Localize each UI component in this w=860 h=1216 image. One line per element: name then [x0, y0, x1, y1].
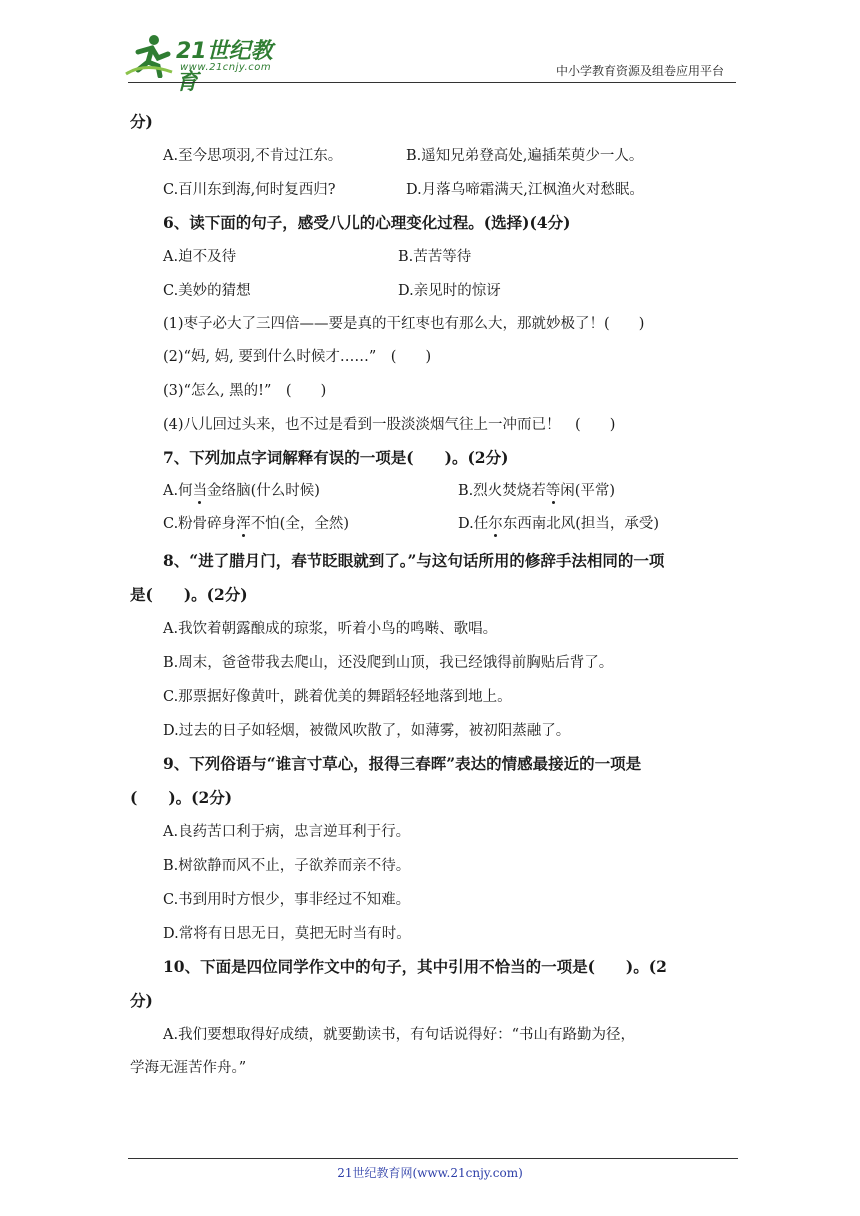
q7-option-d — [458, 514, 659, 534]
header-divider — [128, 82, 736, 83]
q6-option-b: B.苦苦等待 — [398, 249, 472, 265]
q5-stem-tail: 分) — [130, 112, 153, 131]
q5-option-d: D.月落乌啼霜满天,江枫渔火对愁眠。 — [406, 182, 644, 198]
q7-d-pre: D.任 — [458, 516, 489, 532]
q10-option-a-line2: 学海无涯苦作舟。” — [130, 1060, 247, 1076]
q8-option-a: A.我饮着朝露酿成的琼浆，听着小鸟的鸣啭、歌唱。 — [163, 621, 498, 637]
q7-a-pre: A.何 — [163, 483, 193, 499]
q9-option-a: A.良药苦口利于病，忠言逆耳利于行。 — [163, 824, 411, 840]
q7-b-dotted-char: 等 — [545, 483, 561, 499]
q8-stem-line1: 8、“进了腊月门，春节眨眼就到了。”与这句话所用的修辞手法相同的一项 — [163, 551, 665, 570]
q7-a-dotted-char: 当 — [192, 483, 208, 499]
q9-stem-line1: 9、下列俗语与“谁言寸草心，报得三春晖”表达的情感最接近的一项是 — [163, 754, 642, 773]
q7-stem: 7、下列加点字词解释有误的一项是( )。(2分) — [163, 448, 509, 467]
q7-b-post: 闲(平常) — [560, 483, 616, 499]
q6-sentence-3: (3)“怎么, 黑的!” ( ) — [163, 383, 327, 399]
q7-c-post: 不怕(全，全然) — [250, 516, 350, 532]
q5-option-a: A.至今思项羽,不肯过江东。 — [163, 148, 343, 164]
page-header — [0, 0, 860, 95]
q9-stem-line2: ( )。(2分) — [130, 788, 233, 807]
q7-option-b — [458, 481, 615, 501]
q6-sentence-4: (4)八儿回过头来，也不过是看到一股淡淡烟气往上一冲而已！ ( ) — [163, 417, 616, 433]
header-tagline: 中小学教育资源及组卷应用平台 — [555, 64, 724, 78]
footer-divider — [128, 1158, 738, 1159]
q10-stem-line1: 10、下面是四位同学作文中的句子，其中引用不恰当的一项是( )。(2 — [163, 957, 667, 976]
logo-url-text: www.21cnjy.com — [180, 62, 272, 73]
q8-option-b: B.周末，爸爸带我去爬山，还没爬到山顶，我已经饿得前胸贴后背了。 — [163, 655, 614, 671]
site-logo[interactable] — [124, 32, 294, 95]
q7-d-post: 东西南北风(担当，承受) — [502, 516, 660, 532]
q6-option-d: D.亲见时的惊讶 — [398, 283, 501, 299]
q8-stem-line2: 是( )。(2分) — [130, 585, 248, 604]
runner-icon — [124, 32, 174, 78]
q6-option-a: A.迫不及待 — [163, 249, 237, 265]
q9-option-b: B.树欲静而风不止，子欲养而亲不待。 — [163, 858, 411, 874]
q9-option-c: C.书到用时方恨少，事非经过不知难。 — [163, 892, 411, 908]
q6-option-c: C.美妙的猜想 — [163, 283, 251, 299]
q7-c-dotted-char: 浑 — [236, 516, 251, 532]
footer-link[interactable]: 21世纪教育网(www.21cnjy.com) — [337, 1166, 523, 1180]
q10-option-a-line1: A.我们要想取得好成绩，就要勤读书，有句话说得好：“书山有路勤为径， — [163, 1027, 635, 1043]
q6-stem: 6、读下面的句子，感受八儿的心理变化过程。(选择)(4分) — [163, 213, 571, 232]
q10-stem-line2: 分) — [130, 991, 153, 1010]
logo-brand-text: 21世纪教育 — [176, 39, 273, 95]
q7-option-c — [163, 514, 349, 534]
q9-option-d: D.常将有日思无日，莫把无时当有时。 — [163, 926, 411, 942]
q7-b-pre: B.烈火焚烧若 — [458, 483, 546, 499]
q8-option-c: C.那票据好像黄叶，跳着优美的舞蹈轻轻地落到地上。 — [163, 689, 512, 705]
q8-option-d: D.过去的日子如轻烟，被微风吹散了，如薄雾，被初阳蒸融了。 — [163, 723, 571, 739]
q7-a-post: 金络脑(什么时候) — [207, 483, 320, 499]
q6-sentence-2: (2)“妈, 妈, 要到什么时候才……” ( ) — [163, 349, 432, 365]
q5-option-c: C.百川东到海,何时复西归? — [163, 182, 336, 198]
q7-d-dotted-char: 尔 — [488, 516, 503, 532]
q6-sentence-1: (1)枣子必大了三四倍——要是真的干红枣也有那么大，那就妙极了！( ) — [163, 316, 645, 332]
q5-option-b: B.遥知兄弟登高处,遍插茱萸少一人。 — [406, 148, 644, 164]
q7-option-a — [163, 481, 320, 501]
q7-c-pre: C.粉骨碎身 — [163, 516, 237, 532]
